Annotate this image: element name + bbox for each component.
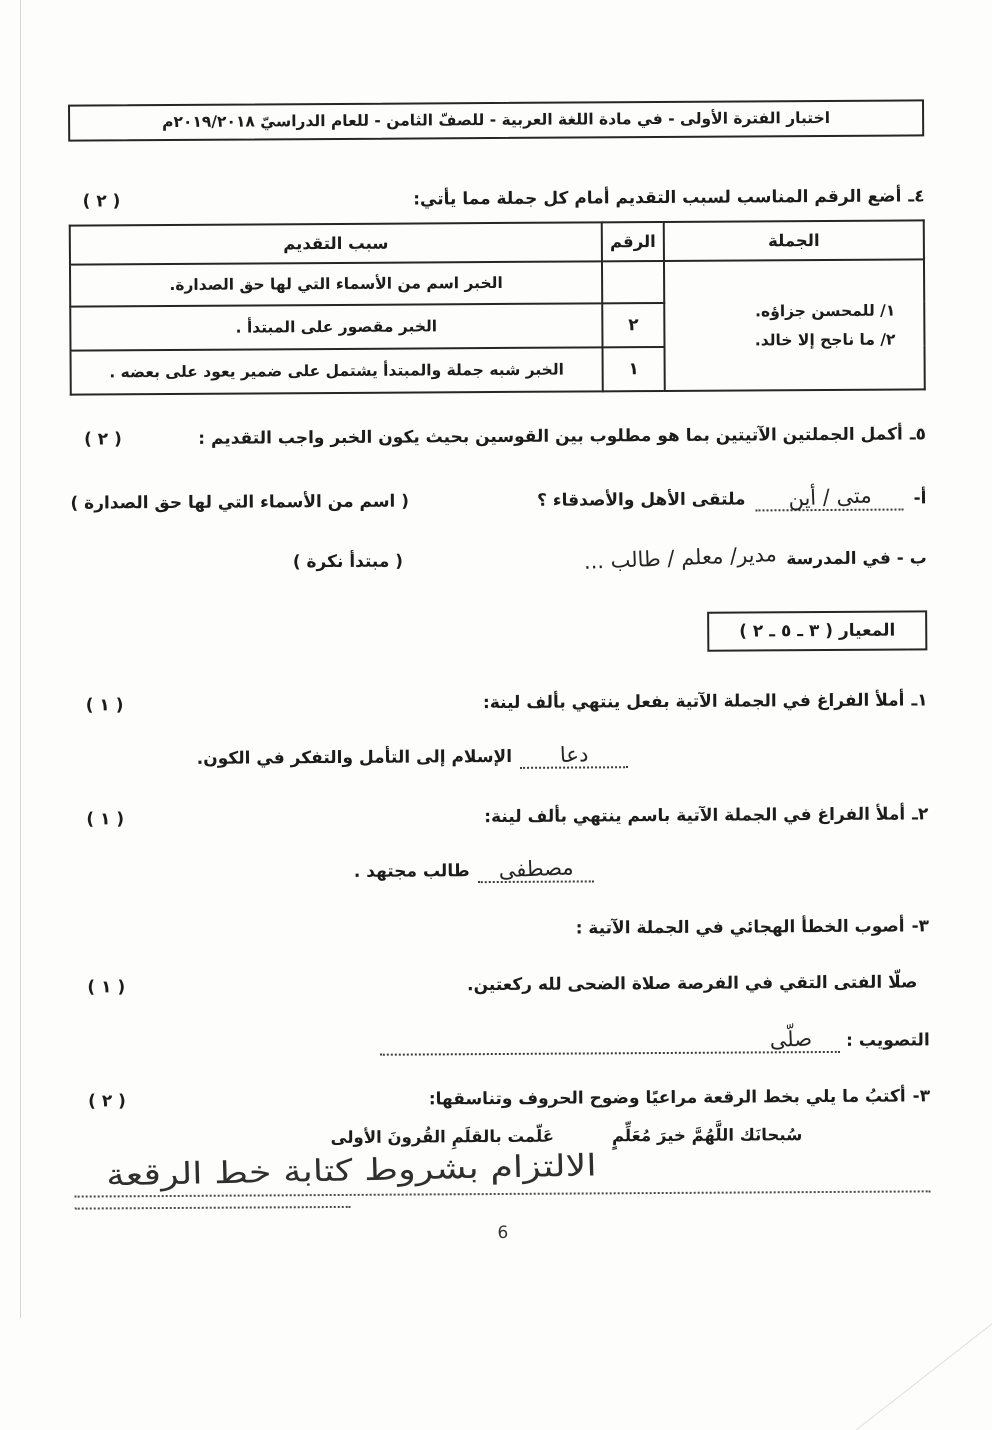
q5-item-b-handwritten-answer: مدير/ معلم / طالب ...: [582, 541, 777, 574]
q4-table-row-1: [70, 259, 924, 306]
standard-criteria-box: [707, 610, 927, 651]
q6-answer-line: [74, 1147, 930, 1197]
q5-item-a-handwritten-answer: متى / أين: [787, 483, 872, 511]
question-1-answer-line: [72, 742, 628, 771]
question-5-number: ٥ـ: [909, 424, 927, 445]
page-number: 6: [497, 1222, 509, 1244]
q4-number-cell-1: [602, 261, 664, 303]
question-4-number: ٤ـ: [908, 186, 925, 207]
q5-item-b-main: [582, 541, 927, 574]
correction-label: التصويب :: [846, 1030, 930, 1051]
q4-table: [69, 219, 926, 395]
question-5-text: [198, 424, 926, 448]
q4-header-sentence: الجملة: [664, 220, 924, 261]
q5-item-a-main: [537, 484, 926, 512]
question-4-text: [413, 186, 924, 209]
q4-reason-cell-3: الخبر شبه جملة والمبتدأ يشتمل على ضمير يعود على بعضه .: [71, 347, 603, 394]
q4-sentences-cell: [664, 259, 925, 391]
q4-reason-cell-1: الخبر اسم من الأسماء التي لها حق الصدارة.: [70, 261, 602, 306]
question-3-sentence: صلّا الفتى التقي في الفرصة صلاة الضحى لله ركعتين.: [467, 972, 918, 996]
question-3-body: أصوب الخطأ الهجائي في الجملة الآتية :: [575, 916, 905, 939]
exam-header-box: [68, 99, 924, 141]
q6-dotted-line-extra: [75, 1198, 351, 1210]
question-3-row: [73, 916, 929, 941]
question-4-mark: ( ٢ ): [82, 191, 121, 212]
q4-number-cell-2: ٢: [602, 303, 664, 347]
question-2-answer-line: [73, 856, 594, 885]
question-1-rest: الإسلام إلى التأمل والتفكر في الكون.: [196, 746, 513, 769]
q5-item-a-prefix: أ-: [913, 488, 927, 509]
question-6-mark: ( ٢ ): [88, 1091, 126, 1112]
question-5-body: أكمل الجملتين الآتيتين بما هو مطلوب بين القوسين بحيث يكون الخبر واجب التقديم :: [198, 424, 903, 449]
question-1-text: [483, 690, 928, 713]
q6-handwritten-answer: الالتزام بشروط كتابة خط الرقعة: [105, 1148, 597, 1194]
exam-sheet: [68, 99, 931, 1245]
question-2-number: ٢ـ: [912, 804, 929, 825]
question-1-mark: ( ١ ): [85, 695, 124, 716]
question-6-body: أكتبُ ما يلي بخط الرقعة مراعيًا وضوح الحروف وتناسقها:: [428, 1086, 906, 1110]
q6-verse-left: عَلّمت بالقلَمِ القُرونَ الأولى: [330, 1126, 555, 1148]
scan-edge-corner: [856, 1313, 992, 1430]
standard-criteria-label: المعيار ( ٣ ـ ٥ ـ ٢ ): [739, 620, 896, 642]
question-4-row: [69, 186, 925, 211]
question-3-mark: ( ١ ): [87, 977, 126, 998]
question-2-rest: طالب مجتهد .: [353, 861, 470, 882]
question-1-body: أملأ الفراغ في الجملة الآتية بفعل ينتهي بألف لينة:: [482, 690, 905, 714]
question-2-text: [484, 804, 928, 827]
q6-verse-row: [74, 1125, 802, 1148]
question-3-sentence-row: [73, 972, 929, 997]
question-3-text: [576, 916, 929, 938]
question-2-body: أملأ الفراغ في الجملة الآتية باسم ينتهي بألف لينة:: [484, 804, 906, 828]
q5-item-b-hint: ( مبتدأ نكرة ): [292, 551, 404, 573]
question-1-blank: [520, 742, 628, 769]
q4-header-reason: سبب التقديم: [70, 222, 602, 264]
question-1-number: ١ـ: [911, 690, 928, 711]
q6-verse-right: سُبحانَك اللَّهُمَّ خيرَ مُعَلِّمٍ: [611, 1125, 803, 1146]
question-1-handwritten-answer: دعا: [559, 741, 589, 768]
q5-item-b: [71, 541, 927, 574]
question-2-blank: [478, 856, 594, 883]
q5-item-a: [70, 484, 926, 515]
q4-reason-cell-2: الخبر مقصور على المبتدأ .: [70, 303, 602, 350]
question-2-handwritten-answer: مصطفى: [497, 855, 574, 883]
exam-title: اختبار الفترة الأولى - في مادة اللغة العربية - للصفّ الثامن - للعام الدراسيّ ٢٠١٩/٢٠١٨م: [162, 108, 831, 132]
question-4-body: أضع الرقم المناسب لسبب التقديم أمام كل جملة مما يأتي:: [413, 186, 902, 210]
correction-handwritten-answer: صلّى: [769, 1026, 813, 1053]
correction-blank: [380, 1027, 840, 1056]
question-3-number: ٣-: [911, 916, 930, 937]
q4-header-number: الرقم: [602, 222, 664, 261]
question-2-mark: ( ١ ): [86, 809, 125, 830]
question-6-number: ٣-: [912, 1086, 931, 1107]
question-5-row: [70, 424, 926, 449]
q4-number-cell-3: ١: [603, 347, 665, 391]
q5-item-a-blank: [755, 485, 903, 512]
question-6-row: [74, 1086, 930, 1111]
question-5-mark: ( ٢ ): [83, 429, 122, 450]
q5-item-a-rest: ملتقى الأهل والأصدقاء ؟: [537, 489, 746, 511]
q4-table-header-row: [70, 220, 924, 264]
q5-item-a-hint: ( اسم من الأسماء التي لها حق الصدارة ): [70, 491, 410, 514]
q5-item-b-prefix: ب - في المدرسة: [786, 548, 927, 570]
question-2-row: [72, 804, 928, 829]
question-3-correction-row: [74, 1026, 930, 1057]
q4-sentence-2: ٢/ ما ناجح إلا خالد.: [754, 330, 896, 349]
scan-edge-left: [20, 0, 21, 1318]
q4-sentence-1: ١/ للمحسن جزاؤه.: [755, 301, 896, 320]
question-6-text: [429, 1086, 930, 1109]
question-1-row: [72, 690, 928, 715]
